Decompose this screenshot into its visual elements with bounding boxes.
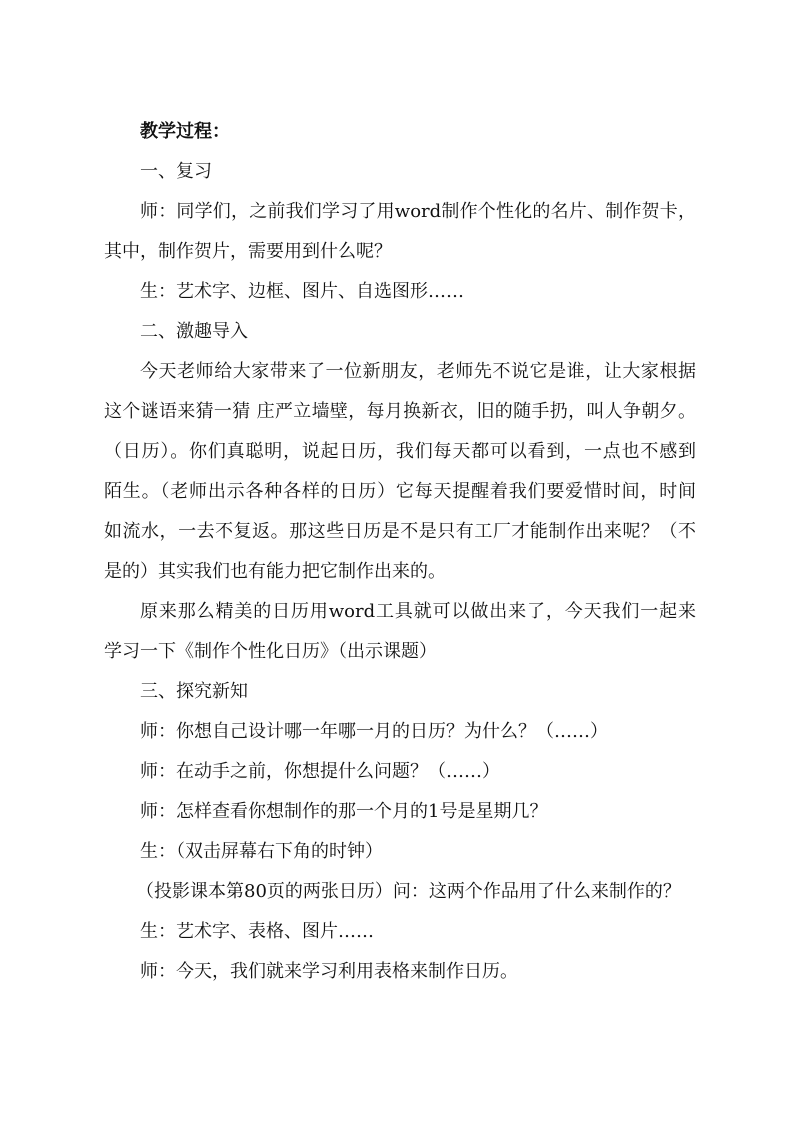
paragraph-line: （日历）。你们真聪明，说起日历，我们每天都可以看到，一点也不感到 <box>104 441 696 462</box>
paragraph-line: 原来那么精美的日历用word工具就可以做出来了，今天我们一起来 <box>140 601 696 622</box>
dialogue-line: 生：（双击屏幕右下角的时钟） <box>140 841 383 862</box>
dialogue-line: （投影课本第80页的两张日历）问：这两个作品用了什么来制作的？ <box>136 881 681 902</box>
paragraph-line: 今天老师给大家带来了一位新朋友，老师先不说它是谁，让大家根据 <box>140 361 696 382</box>
paragraph-line: 陌生。（老师出示各种各样的日历）它每天提醒着我们要爱惜时间，时间 <box>104 481 696 502</box>
dialogue-line: 生：艺术字、表格、图片…… <box>140 921 374 942</box>
paragraph-line: 其中，制作贺片，需要用到什么呢？ <box>104 241 392 262</box>
dialogue-line: 师：今天，我们就来学习利用表格来制作日历。 <box>140 961 518 982</box>
section-title-explore: 三、探究新知 <box>140 681 248 702</box>
paragraph-riddle <box>104 352 696 592</box>
dialogue-line: 师：你想自己设计哪一年哪一月的日历？为什么？（……） <box>140 721 608 742</box>
dialogue-line: 师：在动手之前，你想提什么问题？（……） <box>140 761 500 782</box>
paragraph-student-answer: 生：艺术字、边框、图片、自选图形…… <box>140 281 464 302</box>
paragraph-lesson-topic <box>104 592 696 672</box>
section-title-review: 一、复习 <box>140 161 212 182</box>
paragraph-line: 是的）其实我们也有能力把它制作出来的。 <box>104 561 446 582</box>
document-body <box>104 112 696 992</box>
section-title-introduction: 二、激趣导入 <box>140 321 248 342</box>
paragraph-line: 学习一下《制作个性化日历》（出示课题） <box>104 641 437 662</box>
paragraph-teacher-review <box>104 192 696 272</box>
paragraph-line: 如流水，一去不复返。那这些日历是不是只有工厂才能制作出来呢？（不 <box>104 521 696 542</box>
paragraph-line: 这个谜语来猜一猜 庄严立墙壁，每月换新衣，旧的随手扔，叫人争朝夕。 <box>104 401 696 422</box>
paragraph-line: 师：同学们，之前我们学习了用word制作个性化的名片、制作贺卡， <box>140 201 696 222</box>
dialogue-line: 师：怎样查看你想制作的那一个月的1号是星期几？ <box>140 801 548 822</box>
section-heading-teaching-process: 教学过程： <box>140 121 230 142</box>
